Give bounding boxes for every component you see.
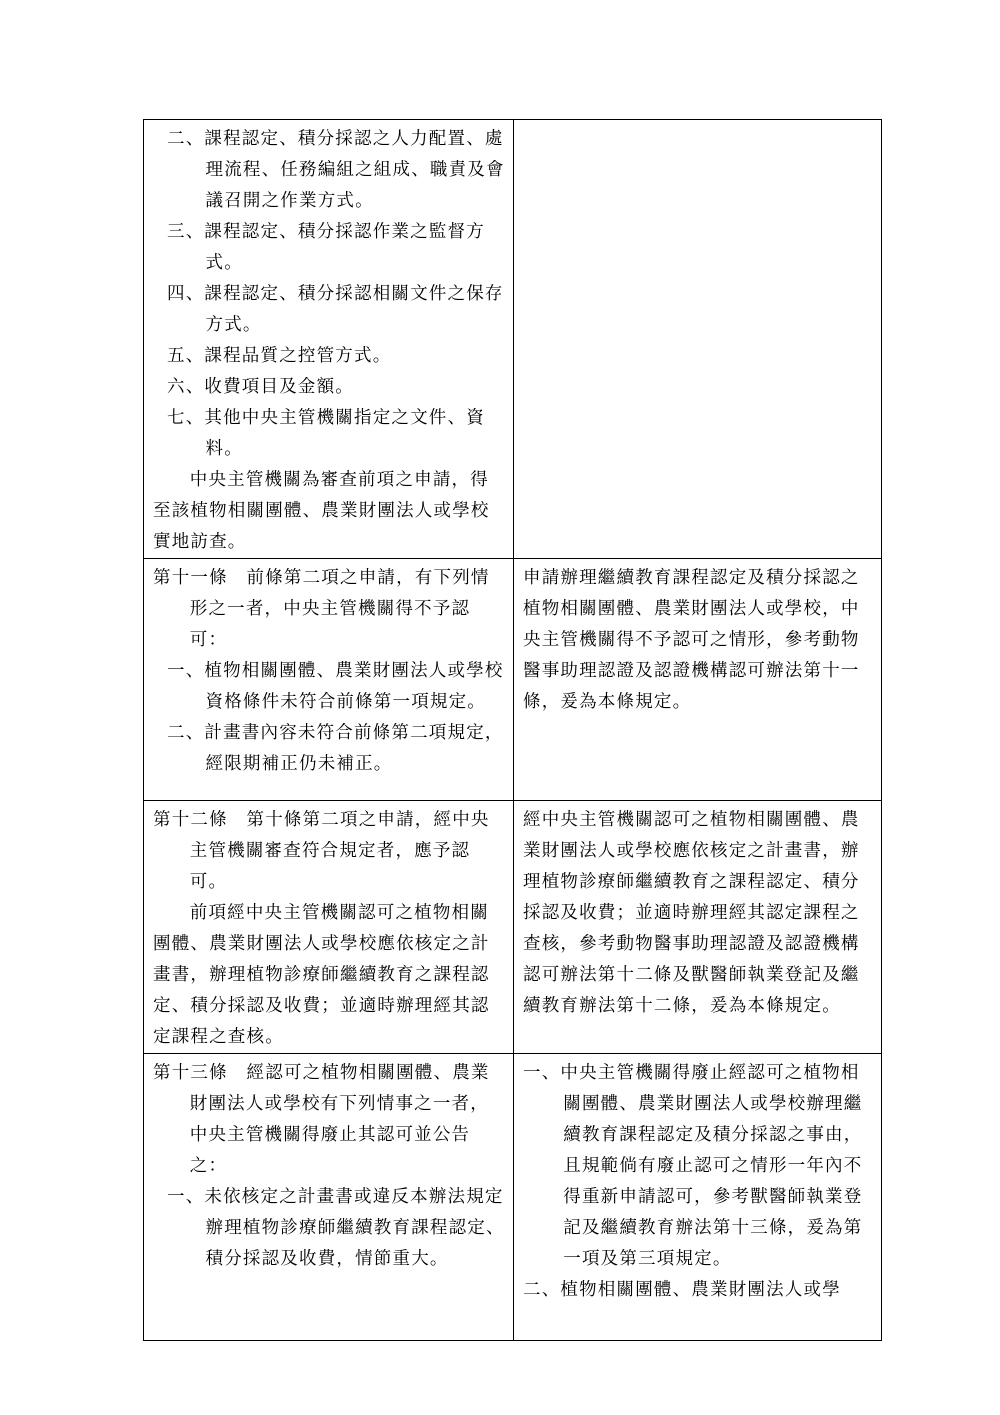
article-text: 第十二條 第十條第二項之申請，經中央主管機關審查符合規定者，應予認可。 <box>153 810 490 892</box>
table-row <box>144 801 882 1054</box>
paragraph: 中央主管機關為審查前項之申請，得至該植物相關團體、農業財團法人或學校實地訪查。 <box>153 470 490 552</box>
provision-cell <box>144 801 514 1054</box>
list-item: 四、課程認定、積分採認相關文件之保存方式。 <box>167 284 504 335</box>
list-item: 一、植物相關團體、農業財團法人或學校資格條件未符合前條第一項規定。 <box>167 661 504 712</box>
explanation-cell <box>514 120 882 559</box>
list-item: 六、收費項目及金額。 <box>167 377 354 397</box>
explanation-item: 一、中央主管機關得廢止經認可之植物相關團體、農業財團法人或學校辦理繼續教育課程認定及積分採認之事由，且規範倘有廢止認可之情形一年內不得重新申請認可，參考獸醫師執業登記及繼續教育辦法第十三條，爰為第一項及第三項規定。 <box>523 1063 863 1269</box>
article-text: 第十一條 前條第二項之申請，有下列情形之一者，中央主管機關得不予認可： <box>153 568 490 650</box>
list-item: 七、其他中央主管機關指定之文件、資料。 <box>167 408 485 459</box>
list-item: 三、課程認定、積分採認作業之監督方式。 <box>167 222 485 273</box>
provision-cell <box>144 559 514 801</box>
list-item: 二、計畫書內容未符合前條第二項規定，經限期補正仍未補正。 <box>167 723 504 774</box>
table-row <box>144 120 882 559</box>
explanation-text: 申請辦理繼續教育課程認定及積分採認之植物相關團體、農業財團法人或學校，中央主管機關得不予認可之情形，參考動物醫事助理認證及認證機構認可辦法第十一條，爰為本條規定。 <box>523 568 860 712</box>
explanation-item: 二、植物相關團體、農業財團法人或學 <box>523 1280 841 1300</box>
table-row <box>144 559 882 801</box>
provision-cell <box>144 120 514 559</box>
table-row <box>144 1054 882 1341</box>
provision-cell <box>144 1054 514 1341</box>
paragraph: 前項經中央主管機關認可之植物相關團體、農業財團法人或學校應依核定之計畫書，辦理植物診療師繼續教育之課程認定、積分採認及收費；並適時辦理經其認定課程之查核。 <box>153 903 490 1047</box>
explanation-text: 經中央主管機關認可之植物相關團體、農業財團法人或學校應依核定之計畫書，辦理植物診療師繼續教育之課程認定、積分採認及收費；並適時辦理經其認定課程之查核，參考動物醫事助理認證及認證機構認可辦法第十二條及獸醫師執業登記及繼續教育辦法第十二條，爰為本條規定。 <box>523 810 860 1016</box>
regulation-comparison-table <box>143 119 882 1341</box>
list-item: 五、課程品質之控管方式。 <box>167 346 392 366</box>
explanation-cell <box>514 801 882 1054</box>
explanation-cell <box>514 559 882 801</box>
article-text: 第十三條 經認可之植物相關團體、農業財團法人或學校有下列情事之一者，中央主管機關得廢止其認可並公告之： <box>153 1063 490 1176</box>
list-item: 二、課程認定、積分採認之人力配置、處理流程、任務編組之組成、職責及會議召開之作業方式。 <box>167 129 505 211</box>
list-item: 一、未依核定之計畫書或違反本辦法規定辦理植物診療師繼續教育課程認定、積分採認及收費，情節重大。 <box>167 1187 505 1269</box>
explanation-cell <box>514 1054 882 1341</box>
